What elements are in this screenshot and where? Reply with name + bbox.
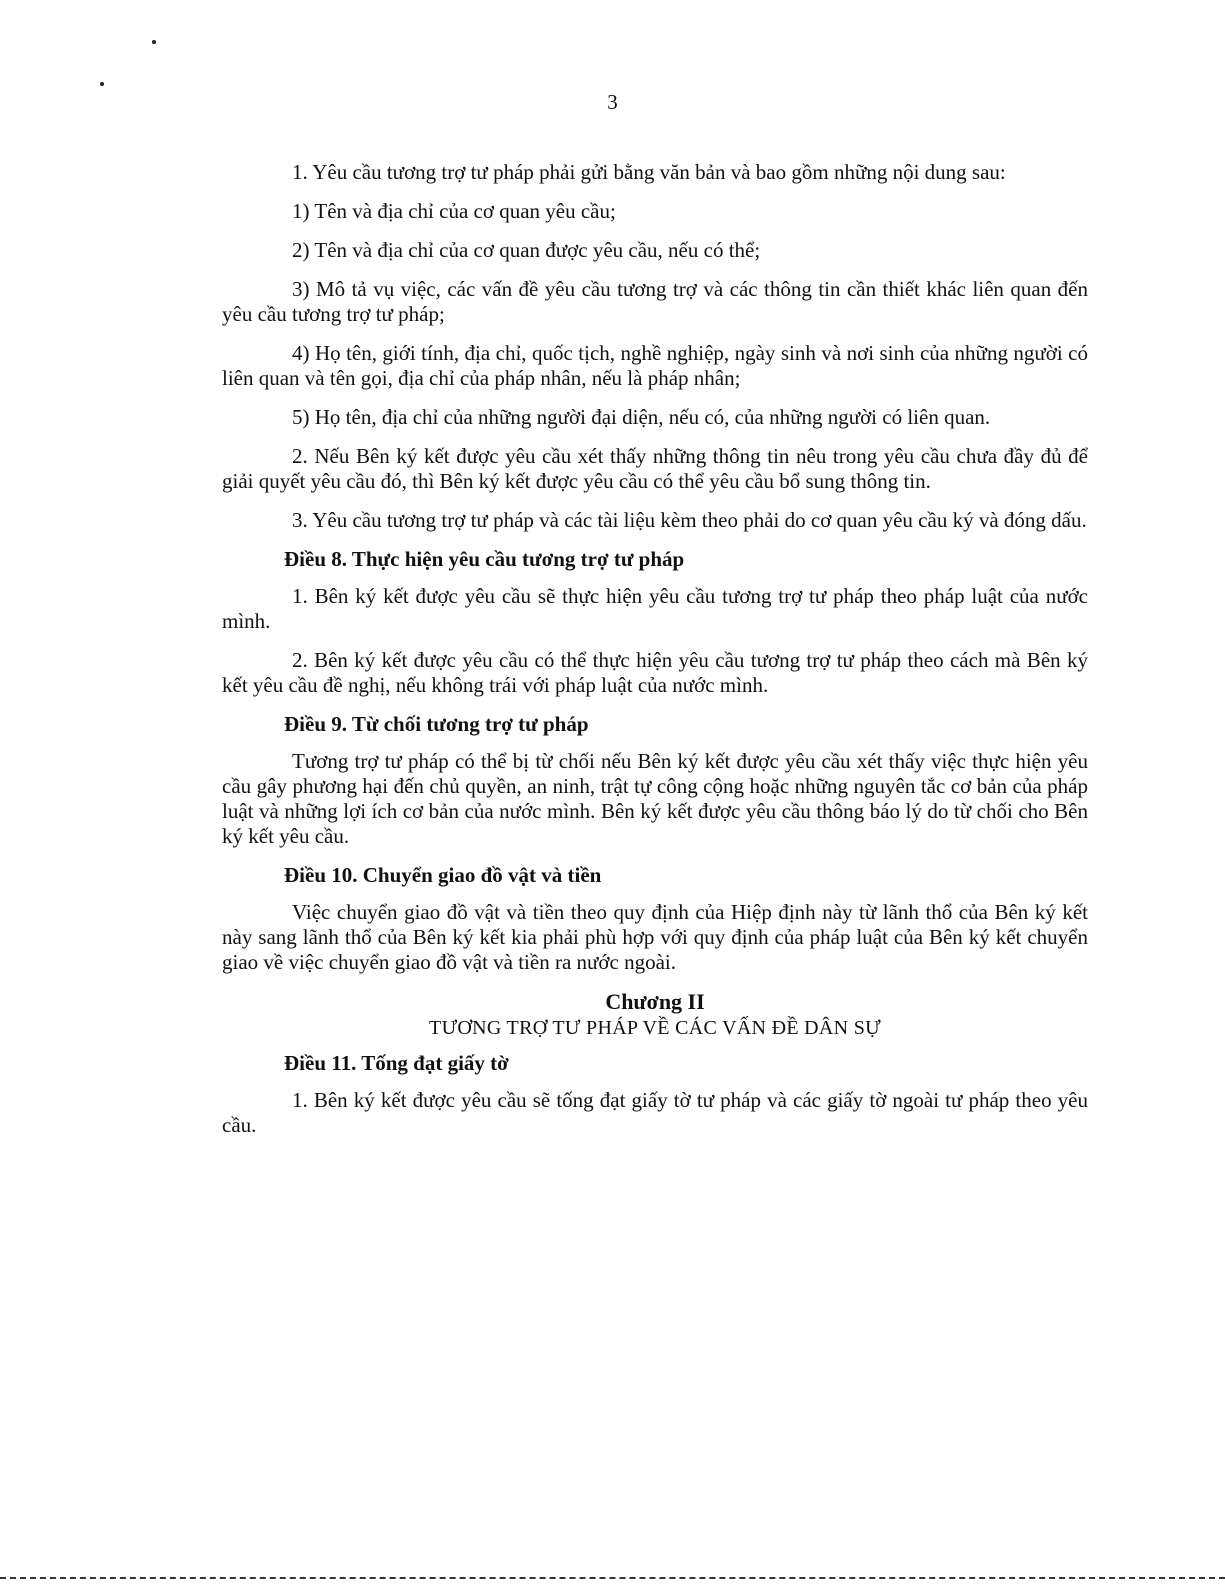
list-item: 3) Mô tả vụ việc, các vấn đề yêu cầu tương trợ và các thông tin cần thiết khác liên quan đến yêu cầu tương trợ tư pháp; xyxy=(222,277,1088,326)
paragraph: 2. Nếu Bên ký kết được yêu cầu xét thấy những thông tin nêu trong yêu cầu chưa đầy đủ để giải quyết yêu cầu đó, thì Bên ký kết được yêu cầu có thể yêu cầu bổ sung thông tin. xyxy=(222,444,1088,493)
list-item: 2) Tên và địa chỉ của cơ quan được yêu cầu, nếu có thể; xyxy=(292,238,761,262)
paragraph: 3. Yêu cầu tương trợ tư pháp và các tài liệu kèm theo phải do cơ quan yêu cầu ký và đóng dấu. xyxy=(292,508,1087,532)
page-bottom-divider xyxy=(0,1577,1225,1579)
scan-speck xyxy=(100,82,104,86)
article-heading: Điều 9. Từ chối tương trợ tư pháp xyxy=(284,712,589,736)
paragraph: 1. Yêu cầu tương trợ tư pháp phải gửi bằng văn bản và bao gồm những nội dung sau: xyxy=(292,160,1006,184)
scan-speck xyxy=(152,40,156,44)
list-item: 1) Tên và địa chỉ của cơ quan yêu cầu; xyxy=(292,199,616,223)
article-heading: Điều 8. Thực hiện yêu cầu tương trợ tư pháp xyxy=(284,547,685,571)
document-body xyxy=(222,160,1088,1152)
article-heading: Điều 10. Chuyển giao đồ vật và tiền xyxy=(284,863,602,887)
page-number: 3 xyxy=(607,90,618,114)
paragraph: Việc chuyển giao đồ vật và tiền theo quy định của Hiệp định này từ lãnh thổ của Bên ký kết này sang lãnh thổ của Bên ký kết kia phải phù hợp với quy định của pháp luật của Bên ký kết chuyển giao về việc chuyển giao đồ vật và tiền ra nước ngoài. xyxy=(222,900,1088,974)
paragraph: Tương trợ tư pháp có thể bị từ chối nếu Bên ký kết được yêu cầu xét thấy việc thực hiện yêu cầu gây phương hại đến chủ quyền, an ninh, trật tự công cộng hoặc những nguyên tắc cơ bản của pháp luật và những lợi ích cơ bản của nước mình. Bên ký kết được yêu cầu thông báo lý do từ chối cho Bên ký kết yêu cầu. xyxy=(222,749,1088,848)
list-item: 5) Họ tên, địa chỉ của những người đại diện, nếu có, của những người có liên quan. xyxy=(292,405,991,429)
chapter-subtitle: TƯƠNG TRỢ TƯ PHÁP VỀ CÁC VẤN ĐỀ DÂN SỰ xyxy=(429,1017,881,1039)
paragraph: 1. Bên ký kết được yêu cầu sẽ thực hiện yêu cầu tương trợ tư pháp theo pháp luật của nước mình. xyxy=(222,584,1088,633)
list-item: 4) Họ tên, giới tính, địa chỉ, quốc tịch, nghề nghiệp, ngày sinh và nơi sinh của những người có liên quan và tên gọi, địa chỉ của pháp nhân, nếu là pháp nhân; xyxy=(222,341,1088,390)
article-heading: Điều 11. Tống đạt giấy tờ xyxy=(284,1051,509,1075)
chapter-title: Chương II xyxy=(605,989,705,1014)
paragraph: 1. Bên ký kết được yêu cầu sẽ tống đạt giấy tờ tư pháp và các giấy tờ ngoài tư pháp theo yêu cầu. xyxy=(222,1088,1088,1137)
paragraph: 2. Bên ký kết được yêu cầu có thể thực hiện yêu cầu tương trợ tư pháp theo cách mà Bên ký kết yêu cầu đề nghị, nếu không trái với pháp luật của nước mình. xyxy=(222,648,1088,697)
